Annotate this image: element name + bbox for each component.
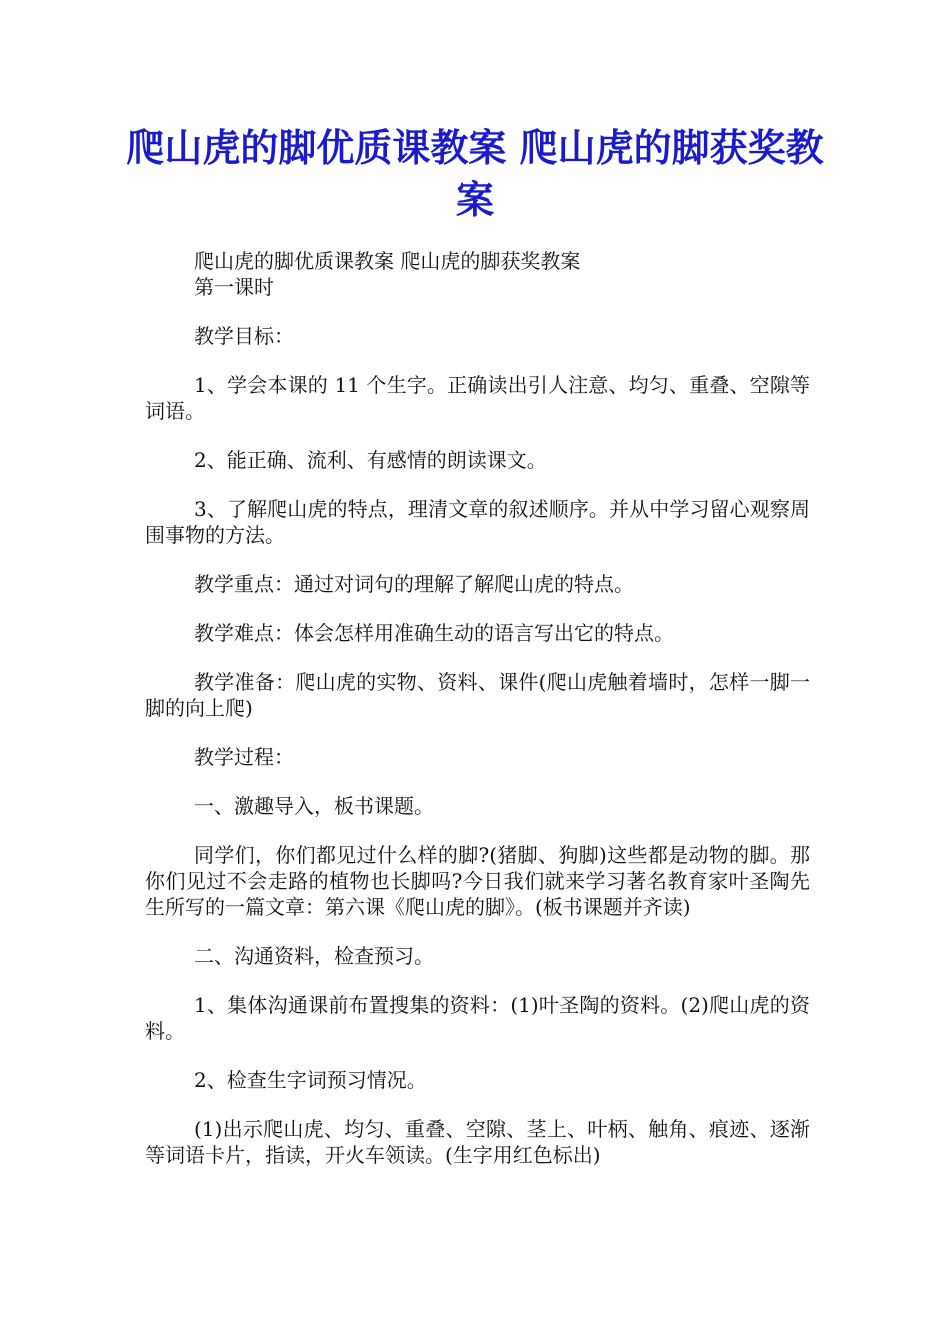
paragraph-key-point: 教学重点：通过对词句的理解了解爬山虎的特点。 xyxy=(194,572,634,596)
paragraph-goal-2: 2、能正确、流利、有感情的朗读课文。 xyxy=(194,448,547,472)
paragraph-difficulty: 教学难点：体会怎样用准确生动的语言写出它的特点。 xyxy=(194,621,674,645)
paragraph-section-1: 一、激趣导入，板书课题。 xyxy=(194,794,434,818)
paragraph-goals-heading: 教学目标： xyxy=(194,324,294,348)
paragraph-goal-1: 1、学会本课的 11 个生字。正确读出引人注意、均匀、重叠、空隙等词语。 xyxy=(145,373,810,423)
paragraph-intro: 同学们，你们都见过什么样的脚?(猪脚、狗脚)这些都是动物的脚。那你们见过不会走路的植物也长脚吗?今日我们就来学习著名教育家叶圣陶先生所写的一篇文章：第六课《爬山虎的脚》。(板书课题并齐读) xyxy=(145,843,810,919)
paragraph-subtitle: 爬山虎的脚优质课教案 爬山虎的脚获奖教案 xyxy=(194,249,581,273)
paragraph-step-2: 2、检查生字词预习情况。 xyxy=(194,1068,427,1092)
paragraph-preparation: 教学准备：爬山虎的实物、资料、课件(爬山虎触着墙时，怎样一脚一脚的向上爬) xyxy=(145,670,810,720)
paragraph-goal-3: 3、了解爬山虎的特点，理清文章的叙述顺序。并从中学习留心观察周围事物的方法。 xyxy=(145,497,810,547)
paragraph-process-heading: 教学过程： xyxy=(194,745,294,769)
paragraph-step-1: 1、集体沟通课前布置搜集的资料：(1)叶圣陶的资料。(2)爬山虎的资料。 xyxy=(145,993,810,1043)
document-body xyxy=(145,248,810,1191)
paragraph-step-2-1: (1)出示爬山虎、均匀、重叠、空隙、茎上、叶柄、触角、痕迹、逐渐等词语卡片，指读，开火车领读。(生字用红色标出) xyxy=(145,1117,810,1167)
paragraph-lesson: 第一课时 xyxy=(194,275,274,299)
paragraph-section-2: 二、沟通资料，检查预习。 xyxy=(194,944,434,968)
document-title: 爬山虎的脚优质课教案 爬山虎的脚获奖教案 xyxy=(126,125,824,222)
